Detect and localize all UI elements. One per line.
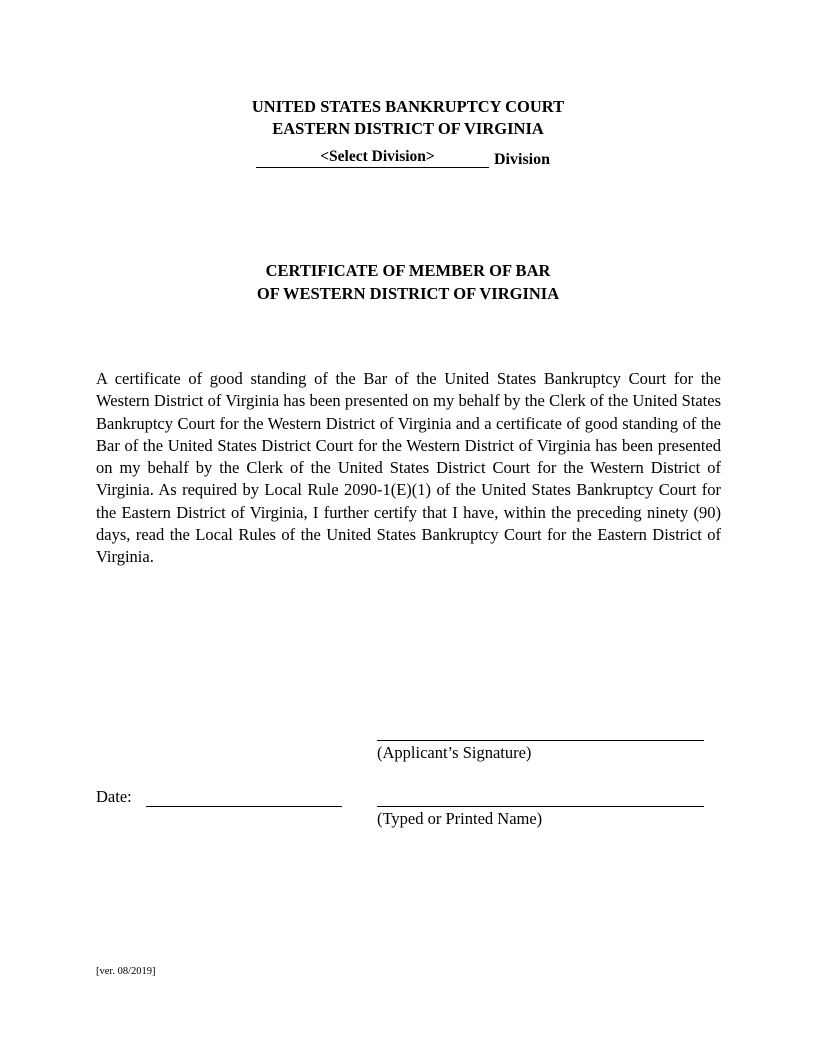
district-name: EASTERN DISTRICT OF VIRGINIA [272, 119, 544, 138]
applicant-signature-caption: (Applicant’s Signature) [377, 743, 532, 762]
division-select[interactable]: <Select Division> [320, 148, 435, 165]
division-line [256, 146, 576, 170]
title-line-2: OF WESTERN DISTRICT OF VIRGINIA [256, 284, 560, 303]
date-line[interactable] [146, 805, 342, 807]
division-label: Division [494, 151, 551, 168]
division-blank [256, 146, 489, 168]
title-line-1: CERTIFICATE OF MEMBER OF BAR [265, 261, 551, 280]
applicant-signature-line[interactable] [377, 739, 704, 741]
court-name: UNITED STATES BANKRUPTCY COURT [251, 97, 565, 116]
certification-paragraph: A certificate of good standing of the Bar of the United States Bankruptcy Court for the Western District of Virginia has been presented on my behalf by the Clerk of the United States Bankruptcy Court for the Western District of Virginia and a certificate of good standing of the Bar of the United States District Court for the Western District of Virginia has been presented on my behalf by the Clerk of the United States District Court for the Western District of Virginia. As required by Local Rule 2090-1(E)(1) of the United States Bankruptcy Court for the Eastern District of Virginia, I further certify that I have, within the preceding ninety (90) days, read the Local Rules of the United States Bankruptcy Court for the Eastern District of Virginia. [96, 369, 721, 567]
printed-name-caption: (Typed or Printed Name) [377, 809, 543, 828]
court-header [0, 96, 816, 140]
printed-name-line[interactable] [377, 805, 704, 807]
date-label: Date: [96, 787, 132, 806]
certificate-title [0, 259, 816, 305]
version-label: [ver. 08/2019] [96, 966, 156, 977]
